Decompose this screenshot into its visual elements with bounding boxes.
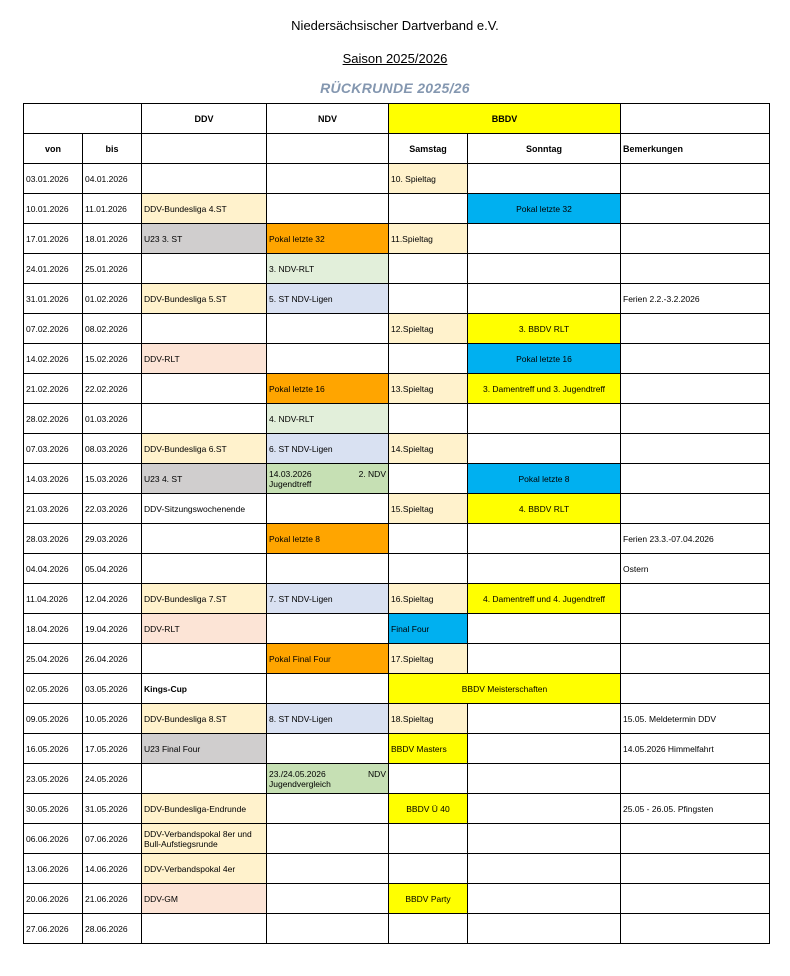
remarks-cell bbox=[621, 374, 770, 404]
date-to-cell: 08.03.2026 bbox=[83, 434, 142, 464]
table-row bbox=[24, 284, 770, 314]
ddv-cell bbox=[142, 164, 267, 194]
ndv-cell: Pokal letzte 16 bbox=[267, 374, 389, 404]
ddv-cell bbox=[142, 254, 267, 284]
ndv-cell bbox=[267, 164, 389, 194]
date-to-cell: 28.06.2026 bbox=[83, 914, 142, 944]
ndv-cell bbox=[267, 314, 389, 344]
remarks-cell bbox=[621, 854, 770, 884]
ddv-cell: DDV-RLT bbox=[142, 614, 267, 644]
date-from-cell: 25.04.2026 bbox=[24, 644, 83, 674]
samstag-cell: BBDV Party bbox=[389, 884, 468, 914]
table-row bbox=[24, 344, 770, 374]
table-row bbox=[24, 434, 770, 464]
table-row bbox=[24, 764, 770, 794]
table-row bbox=[24, 194, 770, 224]
ddv-cell bbox=[142, 914, 267, 944]
date-to-cell: 12.04.2026 bbox=[83, 584, 142, 614]
remarks-cell: 25.05 - 26.05. Pfingsten bbox=[621, 794, 770, 824]
samstag-cell: BBDV Masters bbox=[389, 734, 468, 764]
schedule-table bbox=[23, 103, 770, 944]
ddv-cell: DDV-Bundesliga 7.ST bbox=[142, 584, 267, 614]
table-row bbox=[24, 374, 770, 404]
sonntag-cell: 3. BBDV RLT bbox=[468, 314, 621, 344]
ndv-cell bbox=[267, 194, 389, 224]
samstag-cell bbox=[389, 524, 468, 554]
date-to-cell: 01.02.2026 bbox=[83, 284, 142, 314]
date-to-cell: 11.01.2026 bbox=[83, 194, 142, 224]
date-from-cell: 04.04.2026 bbox=[24, 554, 83, 584]
table-row bbox=[24, 524, 770, 554]
samstag-cell bbox=[389, 914, 468, 944]
ndv-cell: 8. ST NDV-Ligen bbox=[267, 704, 389, 734]
samstag-cell: 18.Spieltag bbox=[389, 704, 468, 734]
header-row-organizations bbox=[24, 104, 770, 134]
date-to-cell: 29.03.2026 bbox=[83, 524, 142, 554]
table-row bbox=[24, 734, 770, 764]
sonntag-cell: 4. BBDV RLT bbox=[468, 494, 621, 524]
remarks-cell bbox=[621, 494, 770, 524]
date-to-cell: 04.01.2026 bbox=[83, 164, 142, 194]
samstag-cell bbox=[389, 554, 468, 584]
ddv-cell: DDV-GM bbox=[142, 884, 267, 914]
samstag-cell bbox=[389, 254, 468, 284]
ndv-cell: 7. ST NDV-Ligen bbox=[267, 584, 389, 614]
samstag-cell bbox=[389, 404, 468, 434]
samstag-cell: BBDV Ü 40 bbox=[389, 794, 468, 824]
remarks-cell: Ferien 2.2.-3.2.2026 bbox=[621, 284, 770, 314]
ndv-cell bbox=[267, 794, 389, 824]
date-from-cell: 31.01.2026 bbox=[24, 284, 83, 314]
sonntag-cell: Pokal letzte 32 bbox=[468, 194, 621, 224]
date-to-cell: 21.06.2026 bbox=[83, 884, 142, 914]
ddv-cell: U23 3. ST bbox=[142, 224, 267, 254]
col-header-bis: bis bbox=[83, 134, 142, 164]
ndv-cell-line bbox=[269, 469, 386, 479]
ndv-cell: 3. NDV-RLT bbox=[267, 254, 389, 284]
date-to-cell: 03.05.2026 bbox=[83, 674, 142, 704]
table-row bbox=[24, 884, 770, 914]
date-to-cell: 31.05.2026 bbox=[83, 794, 142, 824]
ndv-cell bbox=[267, 884, 389, 914]
ndv-cell bbox=[267, 614, 389, 644]
date-from-cell: 07.02.2026 bbox=[24, 314, 83, 344]
remarks-cell bbox=[621, 164, 770, 194]
sonntag-cell bbox=[468, 524, 621, 554]
samstag-cell bbox=[389, 284, 468, 314]
date-from-cell: 06.06.2026 bbox=[24, 824, 83, 854]
remarks-cell: 15.05. Meldetermin DDV bbox=[621, 704, 770, 734]
table-row bbox=[24, 164, 770, 194]
date-from-cell: 24.01.2026 bbox=[24, 254, 83, 284]
sonntag-cell bbox=[468, 824, 621, 854]
ndv-cell-line bbox=[269, 769, 386, 779]
table-row bbox=[24, 704, 770, 734]
sonntag-cell bbox=[468, 614, 621, 644]
date-from-cell: 07.03.2026 bbox=[24, 434, 83, 464]
date-from-cell: 18.04.2026 bbox=[24, 614, 83, 644]
sonntag-cell bbox=[468, 554, 621, 584]
header-row-subcolumns bbox=[24, 134, 770, 164]
ndv-cell bbox=[267, 854, 389, 884]
samstag-cell: 14.Spieltag bbox=[389, 434, 468, 464]
samstag-cell: 17.Spieltag bbox=[389, 644, 468, 674]
date-from-cell: 16.05.2026 bbox=[24, 734, 83, 764]
date-to-cell: 25.01.2026 bbox=[83, 254, 142, 284]
ndv-cell-date: 14.03.2026 bbox=[269, 468, 312, 479]
sonntag-cell bbox=[468, 734, 621, 764]
sonntag-cell bbox=[468, 884, 621, 914]
samstag-cell: 15.Spieltag bbox=[389, 494, 468, 524]
table-row bbox=[24, 644, 770, 674]
remarks-cell bbox=[621, 404, 770, 434]
ndv-cell: Pokal letzte 8 bbox=[267, 524, 389, 554]
ndv-cell bbox=[267, 494, 389, 524]
date-from-cell: 09.05.2026 bbox=[24, 704, 83, 734]
samstag-cell: 11.Spieltag bbox=[389, 224, 468, 254]
remarks-cell bbox=[621, 584, 770, 614]
samstag-cell: Final Four bbox=[389, 614, 468, 644]
remarks-cell bbox=[621, 224, 770, 254]
date-from-cell: 27.06.2026 bbox=[24, 914, 83, 944]
ddv-cell: DDV-Bundesliga-Endrunde bbox=[142, 794, 267, 824]
ndv-cell bbox=[267, 464, 389, 494]
ndv-cell-date: 23./24.05.2026 bbox=[269, 768, 326, 779]
date-from-cell: 30.05.2026 bbox=[24, 794, 83, 824]
date-to-cell: 08.02.2026 bbox=[83, 314, 142, 344]
date-from-cell: 10.01.2026 bbox=[24, 194, 83, 224]
sonntag-cell: Pokal letzte 8 bbox=[468, 464, 621, 494]
ndv-cell bbox=[267, 554, 389, 584]
date-to-cell: 15.02.2026 bbox=[83, 344, 142, 374]
date-from-cell: 21.02.2026 bbox=[24, 374, 83, 404]
col-header-bemerkungen: Bemerkungen bbox=[621, 134, 770, 164]
ddv-cell: DDV-Verbandspokal 4er bbox=[142, 854, 267, 884]
ddv-cell bbox=[142, 524, 267, 554]
ndv-cell-subtitle: Jugendvergleich bbox=[269, 778, 331, 789]
table-row bbox=[24, 224, 770, 254]
table-row bbox=[24, 554, 770, 584]
table-row bbox=[24, 854, 770, 884]
ddv-cell: DDV-Bundesliga 8.ST bbox=[142, 704, 267, 734]
ndv-cell bbox=[267, 734, 389, 764]
date-to-cell: 26.04.2026 bbox=[83, 644, 142, 674]
date-from-cell: 28.02.2026 bbox=[24, 404, 83, 434]
ddv-cell: DDV-Bundesliga 5.ST bbox=[142, 284, 267, 314]
ndv-cell: Pokal Final Four bbox=[267, 644, 389, 674]
date-from-cell: 02.05.2026 bbox=[24, 674, 83, 704]
col-header-samstag: Samstag bbox=[389, 134, 468, 164]
bbdv-span-cell: BBDV Meisterschaften bbox=[389, 674, 621, 704]
season-title: Saison 2025/2026 bbox=[342, 51, 448, 66]
sonntag-cell bbox=[468, 914, 621, 944]
remarks-cell: Ferien 23.3.-07.04.2026 bbox=[621, 524, 770, 554]
ddv-cell: DDV-Verbandspokal 8er und Bull-Aufstiegsrunde bbox=[142, 824, 267, 854]
remarks-cell bbox=[621, 614, 770, 644]
samstag-cell bbox=[389, 194, 468, 224]
schedule-rows bbox=[24, 164, 770, 944]
remarks-cell: Ostern bbox=[621, 554, 770, 584]
ddv-cell bbox=[142, 764, 267, 794]
ndv-cell: 6. ST NDV-Ligen bbox=[267, 434, 389, 464]
col-header-ndv: NDV bbox=[267, 104, 389, 134]
samstag-cell bbox=[389, 854, 468, 884]
sonntag-cell bbox=[468, 794, 621, 824]
date-to-cell: 22.02.2026 bbox=[83, 374, 142, 404]
ndv-cell bbox=[267, 764, 389, 794]
table-row bbox=[24, 794, 770, 824]
ndv-cell bbox=[267, 914, 389, 944]
sonntag-cell bbox=[468, 404, 621, 434]
table-row bbox=[24, 494, 770, 524]
samstag-cell bbox=[389, 464, 468, 494]
ddv-cell bbox=[142, 314, 267, 344]
table-row bbox=[24, 674, 770, 704]
ndv-cell-title: NDV bbox=[368, 768, 386, 779]
remarks-cell bbox=[621, 464, 770, 494]
remarks-cell bbox=[621, 914, 770, 944]
ddv-cell: U23 4. ST bbox=[142, 464, 267, 494]
ddv-cell: Kings-Cup bbox=[142, 674, 267, 704]
sonntag-cell bbox=[468, 854, 621, 884]
remarks-cell bbox=[621, 674, 770, 704]
date-from-cell: 21.03.2026 bbox=[24, 494, 83, 524]
samstag-cell bbox=[389, 824, 468, 854]
col-header-ddv: DDV bbox=[142, 104, 267, 134]
remarks-cell: 14.05.2026 Himmelfahrt bbox=[621, 734, 770, 764]
sonntag-cell: 3. Damentreff und 3. Jugendtreff bbox=[468, 374, 621, 404]
ndv-cell-subtitle: Jugendtreff bbox=[269, 478, 312, 489]
remarks-cell bbox=[621, 254, 770, 284]
remarks-cell bbox=[621, 194, 770, 224]
date-to-cell: 07.06.2026 bbox=[83, 824, 142, 854]
sonntag-cell: 4. Damentreff und 4. Jugendtreff bbox=[468, 584, 621, 614]
date-to-cell: 24.05.2026 bbox=[83, 764, 142, 794]
samstag-cell: 13.Spieltag bbox=[389, 374, 468, 404]
ndv-cell bbox=[267, 824, 389, 854]
remarks-cell bbox=[621, 884, 770, 914]
date-from-cell: 20.06.2026 bbox=[24, 884, 83, 914]
date-to-cell: 22.03.2026 bbox=[83, 494, 142, 524]
samstag-cell: 12.Spieltag bbox=[389, 314, 468, 344]
sonntag-cell bbox=[468, 434, 621, 464]
samstag-cell bbox=[389, 764, 468, 794]
ddv-cell bbox=[142, 554, 267, 584]
col-header-bbdv: BBDV bbox=[389, 104, 621, 134]
date-from-cell: 13.06.2026 bbox=[24, 854, 83, 884]
date-from-cell: 23.05.2026 bbox=[24, 764, 83, 794]
date-from-cell: 17.01.2026 bbox=[24, 224, 83, 254]
date-from-cell: 14.02.2026 bbox=[24, 344, 83, 374]
col-header-von: von bbox=[24, 134, 83, 164]
date-to-cell: 14.06.2026 bbox=[83, 854, 142, 884]
ddv-cell bbox=[142, 374, 267, 404]
sonntag-cell bbox=[468, 644, 621, 674]
org-title: Niedersächsischer Dartverband e.V. bbox=[291, 18, 499, 33]
sonntag-cell bbox=[468, 764, 621, 794]
col-header-sonntag: Sonntag bbox=[468, 134, 621, 164]
date-from-cell: 14.03.2026 bbox=[24, 464, 83, 494]
table-row bbox=[24, 254, 770, 284]
remarks-cell bbox=[621, 314, 770, 344]
ddv-cell bbox=[142, 404, 267, 434]
header-empty-cell bbox=[621, 104, 770, 134]
date-to-cell: 10.05.2026 bbox=[83, 704, 142, 734]
header-empty-cell bbox=[142, 134, 267, 164]
table-row bbox=[24, 914, 770, 944]
sonntag-cell bbox=[468, 164, 621, 194]
table-row bbox=[24, 314, 770, 344]
date-to-cell: 01.03.2026 bbox=[83, 404, 142, 434]
date-from-cell: 11.04.2026 bbox=[24, 584, 83, 614]
sonntag-cell bbox=[468, 224, 621, 254]
round-title: RÜCKRUNDE 2025/26 bbox=[320, 80, 470, 96]
date-to-cell: 19.04.2026 bbox=[83, 614, 142, 644]
sonntag-cell bbox=[468, 704, 621, 734]
ndv-cell bbox=[267, 344, 389, 374]
table-row bbox=[24, 614, 770, 644]
samstag-cell bbox=[389, 344, 468, 374]
samstag-cell: 10. Spieltag bbox=[389, 164, 468, 194]
remarks-cell bbox=[621, 344, 770, 374]
header-empty-cell bbox=[267, 134, 389, 164]
ddv-cell: DDV-Bundesliga 6.ST bbox=[142, 434, 267, 464]
ddv-cell: DDV-Sitzungswochenende bbox=[142, 494, 267, 524]
date-from-cell: 03.01.2026 bbox=[24, 164, 83, 194]
ndv-cell: Pokal letzte 32 bbox=[267, 224, 389, 254]
samstag-cell: 16.Spieltag bbox=[389, 584, 468, 614]
ndv-cell bbox=[267, 674, 389, 704]
date-from-cell: 28.03.2026 bbox=[24, 524, 83, 554]
date-to-cell: 05.04.2026 bbox=[83, 554, 142, 584]
ndv-cell-title: 2. NDV bbox=[358, 468, 386, 479]
remarks-cell bbox=[621, 434, 770, 464]
table-row bbox=[24, 464, 770, 494]
table-row bbox=[24, 404, 770, 434]
sonntag-cell bbox=[468, 254, 621, 284]
ddv-cell: DDV-Bundesliga 4.ST bbox=[142, 194, 267, 224]
remarks-cell bbox=[621, 824, 770, 854]
ndv-cell: 5. ST NDV-Ligen bbox=[267, 284, 389, 314]
remarks-cell bbox=[621, 644, 770, 674]
date-to-cell: 15.03.2026 bbox=[83, 464, 142, 494]
date-to-cell: 18.01.2026 bbox=[83, 224, 142, 254]
sonntag-cell: Pokal letzte 16 bbox=[468, 344, 621, 374]
sonntag-cell bbox=[468, 284, 621, 314]
ddv-cell: DDV-RLT bbox=[142, 344, 267, 374]
ddv-cell: U23 Final Four bbox=[142, 734, 267, 764]
date-to-cell: 17.05.2026 bbox=[83, 734, 142, 764]
ndv-cell: 4. NDV-RLT bbox=[267, 404, 389, 434]
table-row bbox=[24, 584, 770, 614]
table-row bbox=[24, 824, 770, 854]
remarks-cell bbox=[621, 764, 770, 794]
ddv-cell bbox=[142, 644, 267, 674]
header-empty-cell bbox=[24, 104, 142, 134]
